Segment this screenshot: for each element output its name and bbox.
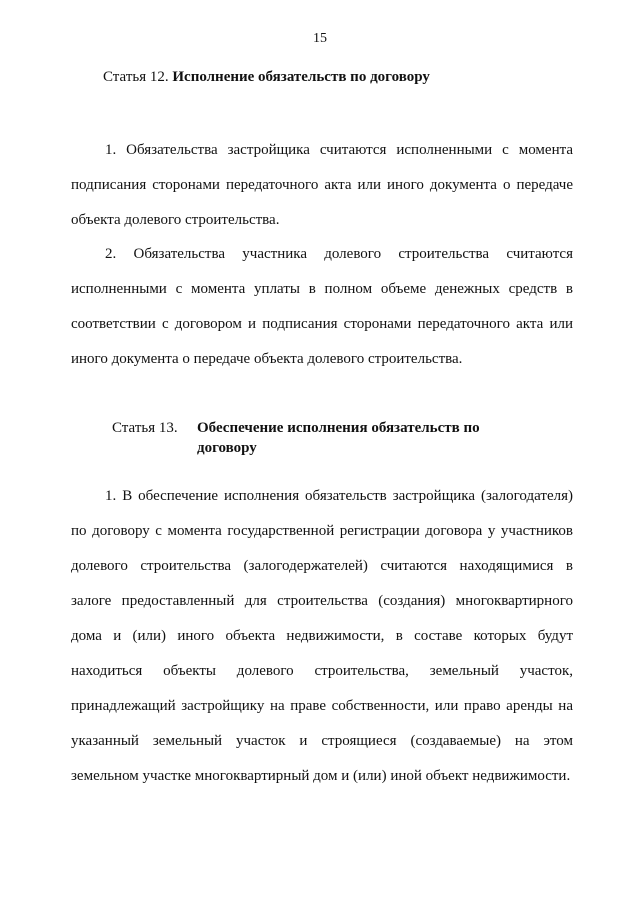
article-13-label: Статья 13.: [112, 420, 178, 436]
article-12-label: Статья 12.: [103, 69, 169, 85]
article-12-paragraph-1: 1. Обязательства застройщика считаются исполненными с момента подписания сторонами передаточного акта или иного документа о передаче объекта долевого строительства.: [71, 142, 573, 228]
article-12-paragraph-2: 2. Обязательства участника долевого строительства считаются исполненными с момента уплаты в полном объеме денежных средств в соответствии с договором и подписания сторонами передаточного акта или иного документа о передаче объекта долевого строительства.: [71, 246, 573, 367]
page-number: 15: [313, 31, 327, 46]
article-12-heading: [103, 67, 430, 87]
article-12-title: Исполнение обязательств по договору: [172, 69, 430, 85]
article-13-title: Обеспечение исполнения обязательств по договору: [197, 420, 480, 456]
article-13-paragraph-1: 1. В обеспечение исполнения обязательств застройщика (залогодателя) по договору с момента государственной регистрации договора у участников долевого строительства (залогодержателей) считаются находящимися в залоге предоставленный для строительства (создания) многоквартирного дома и (или) иного объекта недвижимости, в составе которых будут находиться объекты долевого строительства, земельный участок, принадлежащий застройщику на праве собственности, или право аренды на указанный земельный участок и строящиеся (создаваемые) на этом земельном участке многоквартирный дом и (или) иной объект недвижимости.: [71, 488, 573, 784]
